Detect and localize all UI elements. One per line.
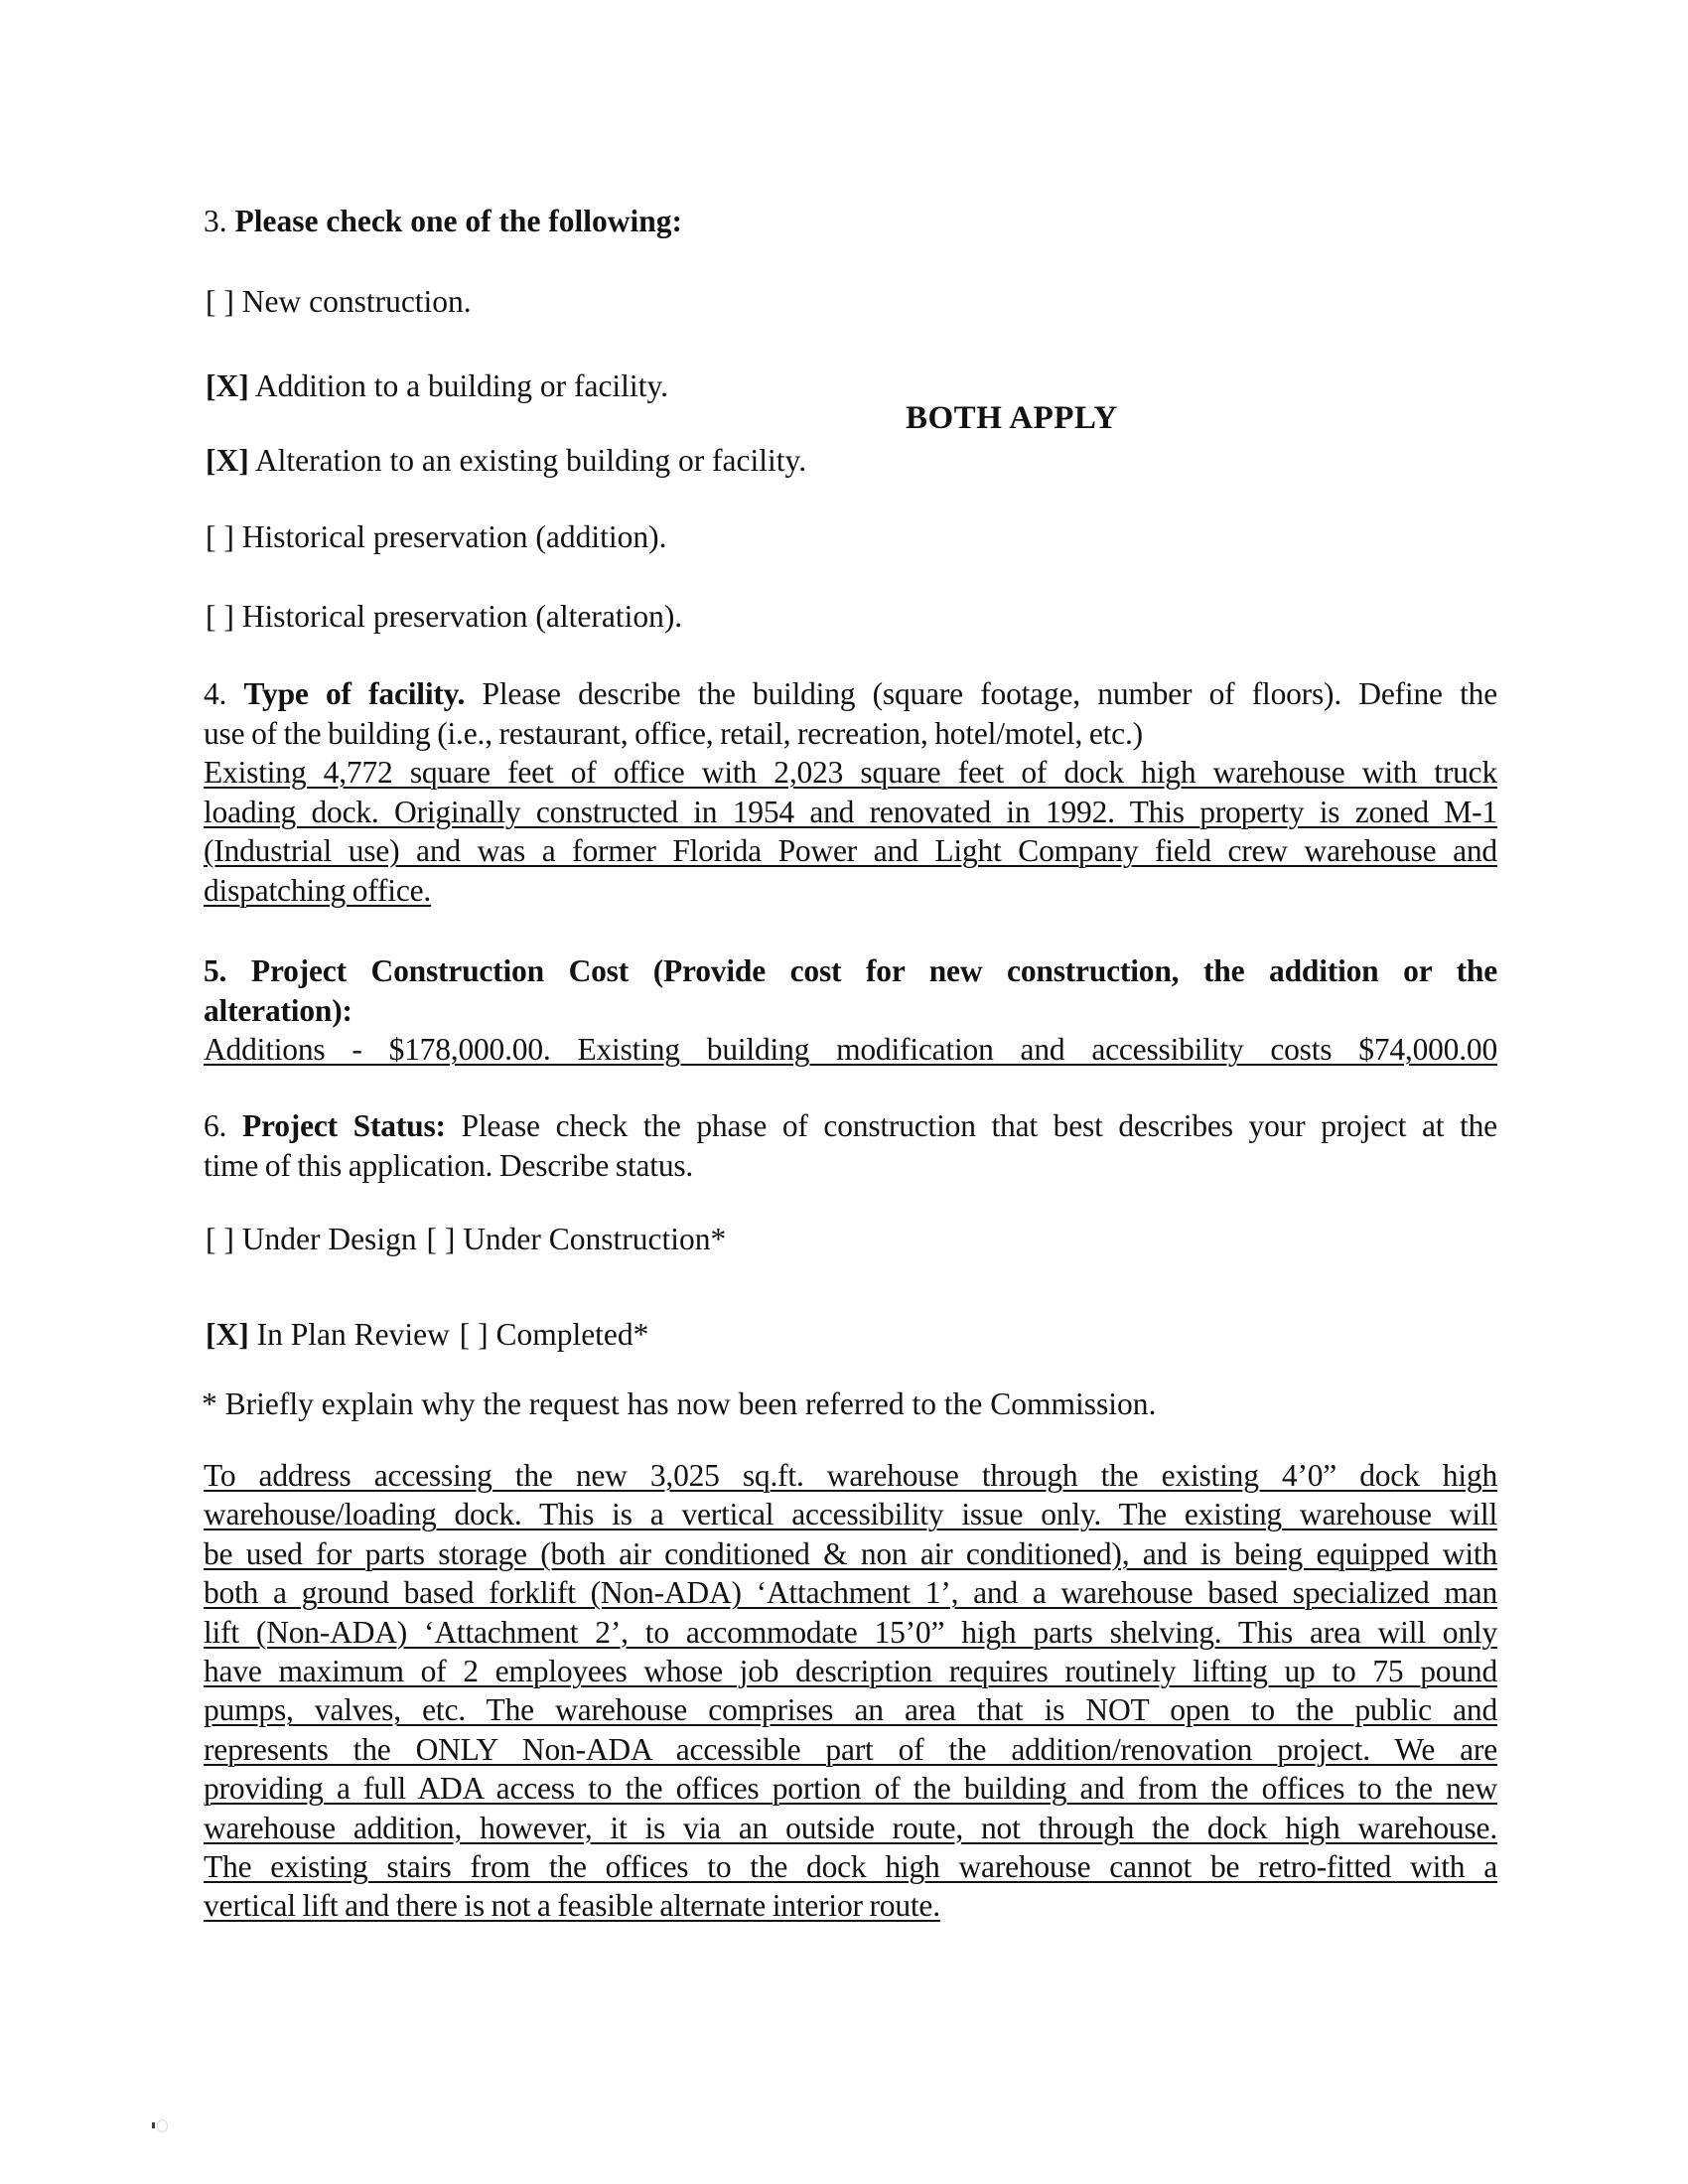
checkbox-in-plan-review: [X] xyxy=(206,1317,249,1352)
checkbox-historical-addition: [ ] xyxy=(206,519,234,554)
section-6-answer-line: pumps, valves, etc. The warehouse comprises an area that is NOT open to the public and xyxy=(204,1692,1497,1728)
option-row-alteration xyxy=(206,441,806,481)
section-6-answer-line: To address accessing the new 3,025 sq.ft. warehouse through the existing 4’0” dock high xyxy=(204,1458,1497,1493)
section-3-heading xyxy=(204,202,682,241)
section-4-prompt-line-1 xyxy=(204,674,1497,714)
section-5-heading-line-1 xyxy=(204,951,1497,991)
option-row-historical-alteration xyxy=(206,597,682,637)
section-6-answer-line: both a ground based forklift (Non-ADA) ‘Attachment 1’, and a warehouse based specialized man xyxy=(204,1575,1497,1611)
section-6-answer-line: providing a full ADA access to the offices portion of the building and from the offices to the new xyxy=(204,1771,1497,1807)
option-label-new-construction: New construction. xyxy=(241,284,472,319)
section-4-answer-line: (Industrial use) and was a former Florida Power and Light Company field crew warehouse and xyxy=(204,833,1497,868)
option-label-alteration: Alteration to an existing building or facility. xyxy=(254,443,807,478)
checkbox-historical-alteration: [ ] xyxy=(206,599,234,634)
section-5-answer-line: Additions - $178,000.00. Existing building modification and accessibility costs $74,000.00 xyxy=(204,1032,1497,1067)
section-3-number: 3. xyxy=(204,204,227,238)
section-4-answer-line: dispatching office. xyxy=(204,872,432,908)
option-row-new-construction xyxy=(206,282,472,322)
section-3-title: Please check one of the following: xyxy=(234,204,683,238)
status-label-under-construction: Under Construction* xyxy=(463,1222,727,1256)
section-5 xyxy=(204,951,1497,1070)
checkbox-completed: [ ] xyxy=(459,1317,489,1352)
status-label-completed: Completed* xyxy=(495,1317,649,1352)
section-4-number: 4. xyxy=(204,676,227,711)
section-6-answer-line: represents the ONLY Non-ADA accessible part of the addition/renovation project. We are xyxy=(204,1731,1497,1767)
section-4-prompt-text: Please describe the building (square footage, number of floors). Define the xyxy=(482,676,1497,711)
option-row-historical-addition xyxy=(206,517,666,557)
checkbox-under-design: [ ] xyxy=(206,1222,234,1256)
section-6 xyxy=(204,1106,1497,1185)
status-row-2 xyxy=(206,1315,648,1355)
section-6-prompt-line-1 xyxy=(204,1106,1497,1146)
section-6-answer-line: be used for parts storage (both air conditioned & non air conditioned), and is being equipped with xyxy=(204,1535,1497,1571)
checkbox-addition: [X] xyxy=(206,368,249,403)
section-4-title: Type of facility. xyxy=(243,676,466,711)
status-label-in-plan-review: In Plan Review xyxy=(256,1317,450,1352)
section-5-number: 5. xyxy=(204,953,227,988)
section-5-title: Project Construction Cost (Provide cost for new construction, the addition or the xyxy=(250,953,1497,988)
checkbox-alteration: [X] xyxy=(206,443,249,478)
section-6-title: Project Status: xyxy=(241,1108,446,1143)
section-6-answer xyxy=(204,1456,1497,1926)
option-label-historical-alteration: Historical preservation (alteration). xyxy=(241,599,683,634)
section-6-answer-line: have maximum of 2 employees whose job description requires routinely lifting up to 75 pound xyxy=(204,1653,1497,1688)
scan-artifact-ring xyxy=(157,2119,168,2132)
checkbox-under-construction: [ ] xyxy=(426,1222,456,1256)
section-6-prompt-line-2: time of this application. Describe status. xyxy=(204,1147,694,1183)
option-label-historical-addition: Historical preservation (addition). xyxy=(241,519,667,554)
scan-artifact-speck xyxy=(152,2122,155,2128)
section-6-answer-line: lift (Non-ADA) ‘Attachment 2’, to accommodate 15’0” high parts shelving. This area will only xyxy=(204,1614,1497,1650)
section-4-answer-line: loading dock. Originally constructed in 1954 and renovated in 1992. This property is zoned M-1 xyxy=(204,794,1497,829)
status-label-under-design: Under Design xyxy=(241,1222,417,1256)
footnote: * Briefly explain why the request has now been referred to the Commission. xyxy=(202,1386,1157,1421)
option-label-addition: Addition to a building or facility. xyxy=(254,368,669,403)
section-6-prompt-text: Please check the phase of construction that best describes your project at the xyxy=(461,1108,1497,1143)
section-6-number: 6. xyxy=(204,1108,227,1143)
section-4-prompt-line-2: use of the building (i.e., restaurant, office, retail, recreation, hotel/motel, etc.) xyxy=(204,715,1143,751)
section-6-answer-line: The existing stairs from the offices to the dock high warehouse cannot be retro-fitted with a xyxy=(204,1848,1497,1884)
section-6-answer-line: warehouse addition, however, it is via an outside route, not through the dock high warehouse. xyxy=(204,1810,1497,1845)
section-5-heading-line-2: alteration): xyxy=(204,992,352,1028)
section-4 xyxy=(204,674,1497,910)
section-6-answer-line: vertical lift and there is not a feasible alternate interior route. xyxy=(204,1888,940,1924)
section-6-answer-line: warehouse/loading dock. This is a vertical accessibility issue only. The existing warehouse will xyxy=(204,1497,1497,1532)
both-apply-note: BOTH APPLY xyxy=(906,400,1118,436)
checkbox-new-construction: [ ] xyxy=(206,284,234,319)
option-row-addition xyxy=(206,366,668,406)
status-row-1 xyxy=(206,1220,726,1259)
section-4-answer-line: Existing 4,772 square feet of office with 2,023 square feet of dock high warehouse with truck xyxy=(204,755,1497,790)
